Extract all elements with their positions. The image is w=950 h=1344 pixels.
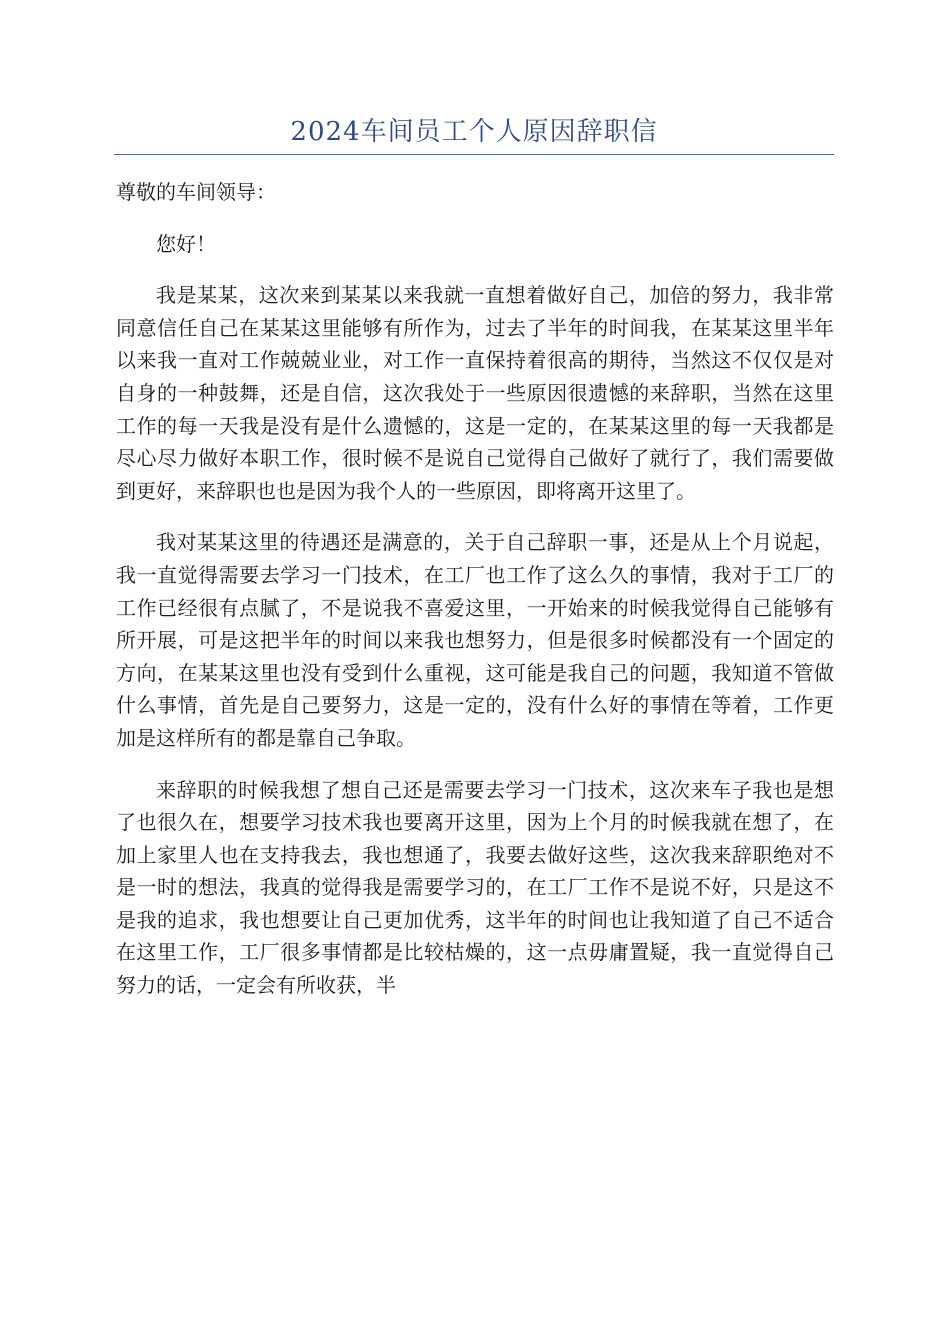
paragraph-3: 来辞职的时候我想了想自己还是需要去学习一门技术，这次来车子我也是想了也很久在，想要学习技术我也要离开这里，因为上个月的时候我就在想了，在加上家里人也在支持我去，我也想通了，我要去做好这些，这次我来辞职绝对不是一时的想法，我真的觉得我是需要学习的，在工厂工作不是说不好，只是这不是我的追求，我也想要让自己更加优秀，这半年的时间也让我知道了自己不适合在这里工作，工厂很多事情都是比较枯燥的，这一点毋庸置疑，我一直觉得自己努力的话，一定会有所收获，半 xyxy=(116,777,834,998)
document-title: 2024车间员工个人原因辞职信 xyxy=(290,117,658,147)
salutation: 尊敬的车间领导： xyxy=(116,180,276,204)
paragraph-1: 我是某某，这次来到某某以来我就一直想着做好自己，加倍的努力，我非常同意信任自己在某某这里能够有所作为，过去了半年的时间我，在某某这里半年以来我一直对工作兢兢业业，对工作一直保持着很高的期待，当然这不仅仅是对自身的一种鼓舞，还是自信，这次我处于一些原因很遗憾的来辞职，当然在这里工作的每一天我是没有是什么遗憾的，这是一定的，在某某这里的每一天我都是尽心尽力做好本职工作，很时候不是说自己觉得自己做好了就行了，我们需要做到更好，来辞职也也是因为我个人的一些原因，即将离开这里了。 xyxy=(116,283,834,503)
greeting: 您好！ xyxy=(156,231,216,256)
document-body xyxy=(116,176,834,1021)
title-underline xyxy=(114,154,834,155)
paragraph-2: 我对某某这里的待遇还是满意的，关于自己辞职一事，还是从上个月说起，我一直觉得需要去学习一门技术，在工厂也工作了这么久的事情，我对于工厂的工作已经很有点腻了，不是说我不喜爱这里，一开始来的时候我觉得自己能够有所开展，可是这把半年的时间以来我也想努力，但是很多时候都没有一个固定的方向，在某某这里也没有受到什么重视，这可能是我自己的问题，我知道不管做什么事情，首先是自己要努力，这是一定的，没有什么好的事情在等着，工作更加是这样所有的都是靠自己争取。 xyxy=(116,530,834,750)
